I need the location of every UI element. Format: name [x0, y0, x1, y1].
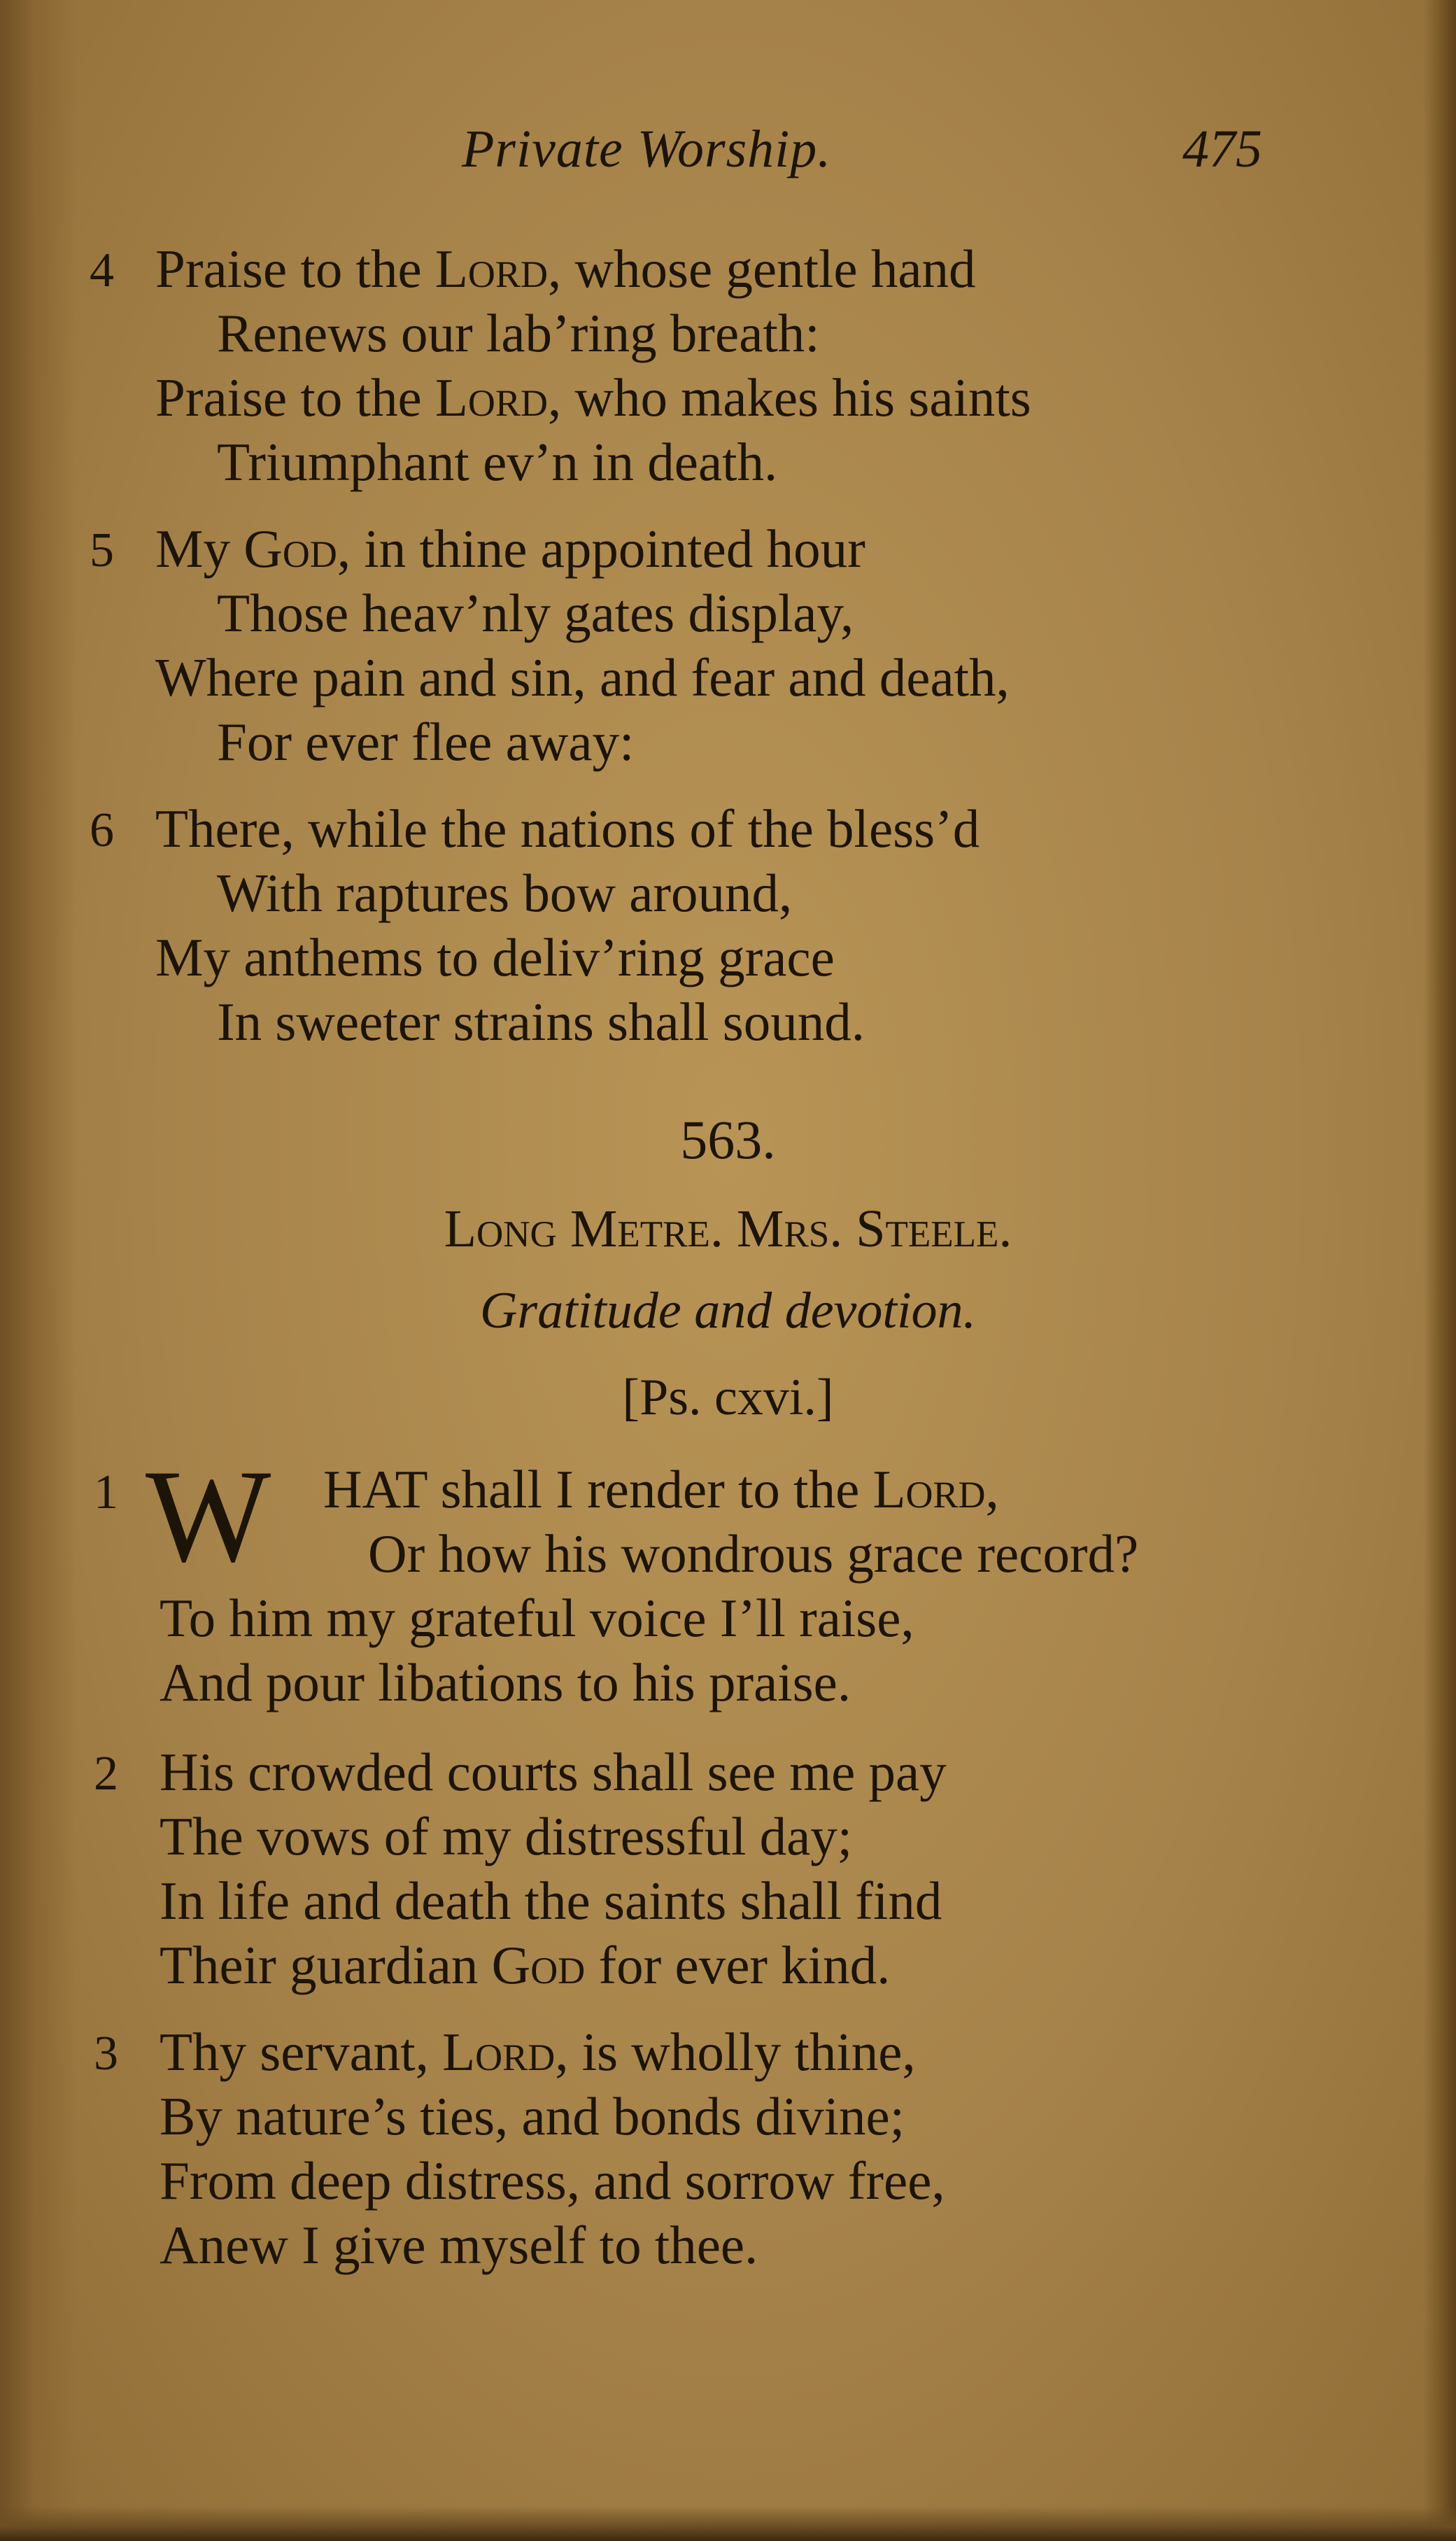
verse-line: Thy servant, Lord, is wholly thine,	[160, 2022, 916, 2082]
hymn-subject: Gratitude and devotion.	[479, 1282, 977, 1339]
stanza-number: 3	[94, 2027, 118, 2081]
verse-line: In life and death the saints shall find	[160, 1871, 942, 1931]
verse-line: For ever flee away:	[217, 712, 635, 772]
page-right-edge	[1424, 0, 1456, 2541]
page-left-edge	[0, 0, 77, 2541]
scripture-reference: [Ps. cxvi.]	[622, 1369, 834, 1426]
running-title: Private Worship.	[462, 120, 832, 178]
verse-line: The vows of my distressful day;	[160, 1806, 853, 1866]
stanza-number: 2	[94, 1747, 118, 1801]
verse-line: There, while the nations of the bless’d	[155, 798, 980, 859]
stanza-number: 6	[90, 803, 114, 857]
verse-line: My anthems to deliv’ring grace	[155, 927, 835, 987]
verse-line: To him my grateful voice I’ll raise,	[160, 1588, 914, 1648]
page-number: 475	[1182, 120, 1262, 178]
verse-line: HAT shall I render to the Lord,	[323, 1459, 999, 1519]
page-header	[0, 119, 1456, 189]
verse-line: By nature’s ties, and bonds divine;	[160, 2086, 905, 2146]
verse-line: With raptures bow around,	[217, 863, 793, 923]
verse-line: Praise to the Lord, who makes his saints	[155, 367, 1031, 428]
stanza-number: 1	[94, 1465, 118, 1519]
verse-line: Where pain and sin, and fear and death,	[155, 647, 1010, 708]
hymn-number: 563.	[680, 1109, 776, 1170]
verse-line: Or how his wondrous grace record?	[368, 1523, 1139, 1584]
verse-line: Their guardian God for ever kind.	[160, 1935, 891, 1995]
verse-line: From deep distress, and sorrow free,	[160, 2151, 945, 2211]
verse-line: Praise to the Lord, whose gentle hand	[155, 239, 976, 299]
stanza-number: 5	[90, 523, 114, 577]
verse-line: His crowded courts shall see me pay	[160, 1742, 947, 1802]
verse-line: And pour libations to his praise.	[160, 1652, 851, 1712]
page-bottom-edge	[0, 2506, 1456, 2541]
verse-line: Renews our lab’ring breath:	[217, 303, 820, 363]
verse-line: In sweeter strains shall sound.	[217, 992, 865, 1052]
verse-line: Those heav’nly gates display,	[217, 583, 854, 643]
verse-line: Triumphant ev’n in death.	[217, 432, 778, 492]
verse-line: My God, in thine appointed hour	[155, 519, 865, 579]
hymn-metre-author: Long Metre. Mrs. Steele.	[444, 1199, 1012, 1258]
stanza-number: 4	[90, 244, 114, 297]
drop-cap: W	[146, 1443, 271, 1590]
verse-line: Anew I give myself to thee.	[160, 2215, 758, 2275]
